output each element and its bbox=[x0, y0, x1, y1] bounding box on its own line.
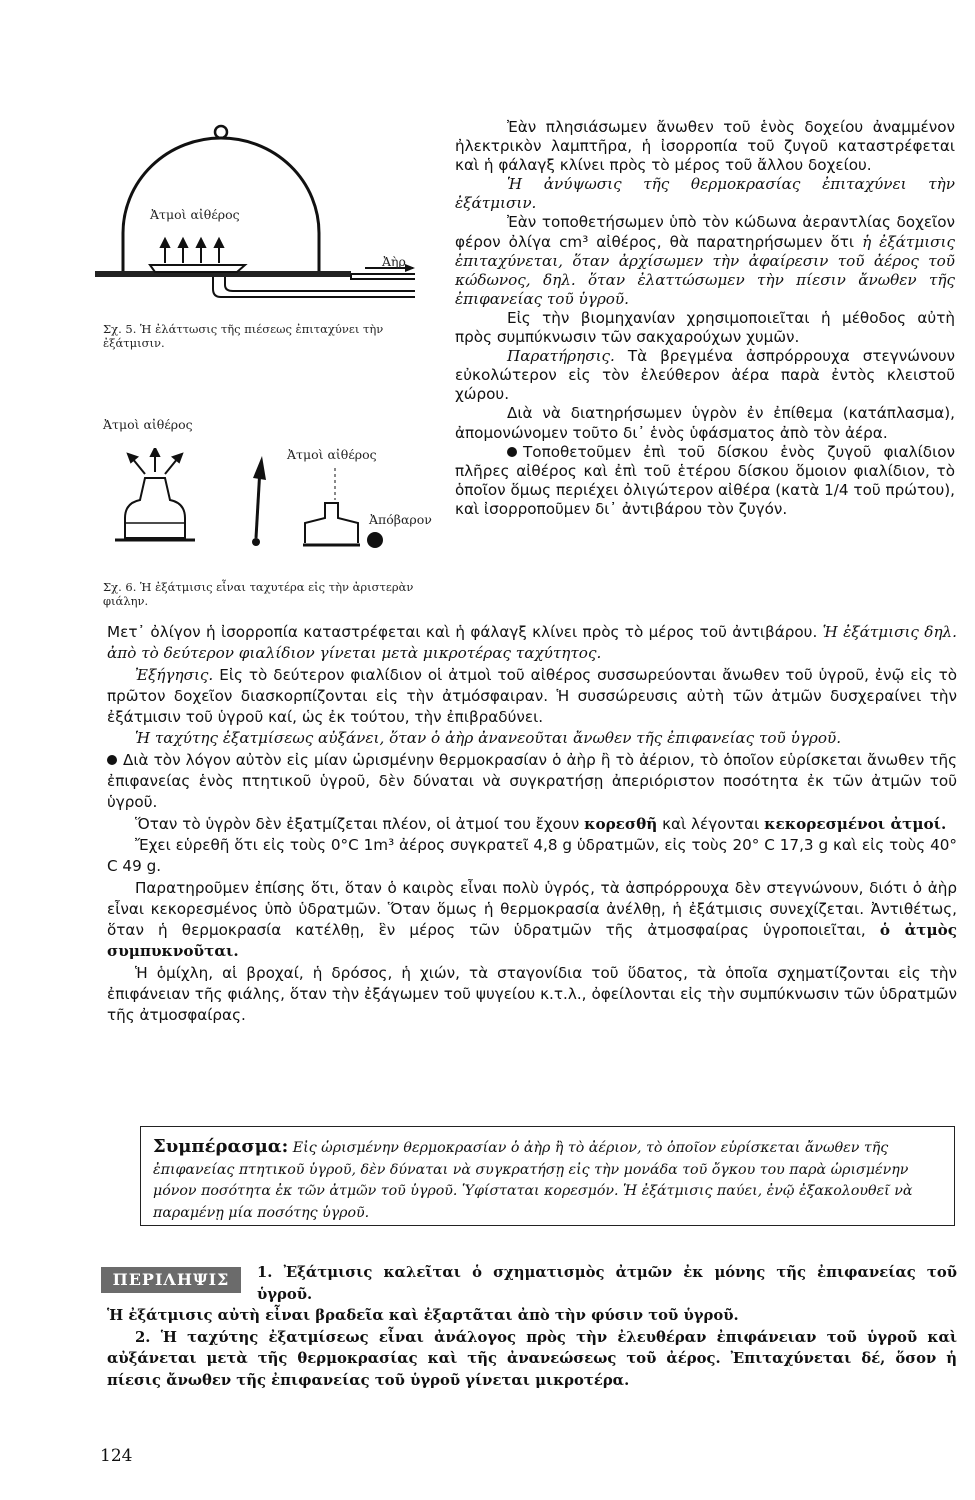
principle-statement: Ἡ ταχύτης ἐξατμίσεως αὐξάνει, ὅταν ὁ ἀὴρ ἀνανεοῦται ἄνωθεν τῆς ἐπιφανείας τοῦ ὑγροῦ. bbox=[135, 729, 842, 748]
paragraph: Μετ᾽ ὀλίγον ἡ ἰσορροπία καταστρέφεται καὶ ἡ φάλαγξ κλίνει πρὸς τὸ μέρος τοῦ ἀντιβάρου. Ἡ ἐξάτμισις δηλ. ἀπὸ τὸ δεύτερον φιαλίδιον γίνεται μετὰ μικροτέρας ταχύτητος. bbox=[107, 623, 957, 663]
paragraph: Ἐὰν τοποθετήσωμεν ὑπὸ τὸν κώδωνα ἀεραντλίας δοχεῖον φέρον ὀλίγα cm³ αἰθέρος, θὰ παρατηρήσωμεν ὅτι ἡ ἐξάτμισις ἐπιταχύνεται, ὅταν ἀρχίσωμεν τὴν ἀφαίρεσιν τοῦ ἀέρος τοῦ κώδωνος, δηλ. ὅταν ἐλαττώσωμεν τὴν πίεσιν ἄνωθεν τῆς ἐπιφανείας τοῦ ὑγροῦ. bbox=[455, 213, 955, 308]
summary-item: 2. Ἡ ταχύτης ἐξατμίσεως εἶναι ἀνάλογος πρὸς τὴν ἐλευθέραν ἐπιφάνειαν τοῦ ὑγροῦ καὶ αὐξάνεται μετὰ τῆς θερμοκρασίας καὶ τῆς ἀνανεώσεως τοῦ ἀέρος. Ἐπιταχύνεται δέ, ὅσον ἡ πίεσις ἄνωθεν τῆς ἐπιφανείας τοῦ ὑγροῦ γίνεται μικροτέρα. bbox=[107, 1328, 957, 1389]
paragraph: Εἰς τὴν βιομηχανίαν χρησιμοποιεῖται ἡ μέθοδος αὐτὴ πρὸς συμπύκνωσιν τῶν σακχαρούχων χυμῶν. bbox=[455, 308, 955, 347]
figure-6-weight-label: Ἀπόβαρον bbox=[369, 512, 432, 527]
summary bbox=[107, 1262, 957, 1391]
explanation: Ἐξήγησις. Εἰς τὸ δεύτερον φιαλίδιον οἱ ἀτμοὶ τοῦ αἰθέρος συσσωρεύονται ἄνωθεν τοῦ ὑγροῦ, ἐνῷ εἰς τὸ πρῶτον δοχεῖον διασκορπίζονται εἰς τὴν ἀτμόσφαιραν. Ἡ συσσώρευσις αὐτὴ τῶν ἀτμῶν δυσχεραίνει τὴν ἐξάτμισιν τοῦ ὑγροῦ καί, ὡς ἐκ τούτου, τὴν ἐπιβραδύνει. bbox=[107, 665, 957, 727]
paragraph: Παρατηροῦμεν ἐπίσης ὅτι, ὅταν ὁ καιρὸς εἶναι πολὺ ὑγρός, τὰ ἀσπρόρρουχα δὲν στεγνώνουν, διότι ὁ ἀὴρ εἶναι κεκορεσμένος ὑπὸ ὑδρατμῶν. Ὅταν ὅμως ἡ θερμοκρασία ἀνέλθῃ, ἡ ἐξάτμισις συνεχίζεται. Ἀντιθέτως, ὅταν ἡ θερμοκρασία κατέλθῃ, ἓν μέρος τῶν ὑδρατμῶν τῆς ἀτμοσφαίρας ὑγροποιεῖται, ὁ ἀτμὸς συμπυκνοῦται. bbox=[107, 878, 957, 961]
summary-badge: ΠΕΡΙΛΗΨΙΣ bbox=[101, 1267, 241, 1293]
paragraph: Ἔχει εὑρεθῆ ὅτι εἰς τοὺς 0°C 1m³ ἀέρος συγκρατεῖ 4,8 g ὑδρατμῶν, εἰς τοὺς 20° C 17,3 g καὶ εἰς τοὺς 40° C 49 g. bbox=[107, 835, 957, 876]
figure-6-vapor-label-right: Ἀτμοὶ αἰθέρος bbox=[287, 447, 377, 462]
right-column bbox=[455, 118, 955, 519]
figure-5-air-label: Ἀὴρ bbox=[382, 254, 406, 269]
figure-6-caption: Σχ. 6. Ἡ ἐξάτμισις εἶναι ταχυτέρα εἰς τὴν ἀριστερὰν φιάλην. bbox=[103, 580, 414, 608]
conclusion-box bbox=[140, 1126, 955, 1226]
observation: Παρατήρησις. Τὰ βρεγμένα ἀσπρόρρουχα στεγνώνουν εὐκολώτερον εἰς τὸν ἐλεύθερον ἀέρα παρὰ ἐντὸς κλειστοῦ χώρου. bbox=[455, 347, 955, 404]
conclusion-title: Συμπέρασμα: bbox=[153, 1136, 289, 1157]
principle-statement: Ἡ ἀνύψωσις τῆς θερμοκρασίας ἐπιταχύνει τὴν ἐξάτμισιν. bbox=[455, 175, 955, 213]
paragraph: Ἡ ὁμίχλη, αἱ βροχαί, ἡ δρόσος, ἡ χιών, τὰ σταγονίδια τοῦ ὕδατος, τὰ ὁποῖα σχηματίζονται εἰς τὴν ἐπιφάνειαν τῆς φιάλης, ὅταν τὴν ἐξάγωμεν τοῦ ψυγείου κ.τ.λ., ὀφείλονται εἰς τὴν συμπύκνωσιν τῶν ὑδρατμῶν τῆς ἀτμοσφαίρας. bbox=[107, 963, 957, 1025]
paragraph: Διὰ νὰ διατηρήσωμεν ὑγρὸν ἐν ἐπίθεμα (κατάπλασμα), ἀπομονώνομεν τοῦτο δι᾽ ἑνὸς ὑφάσματος ἀπὸ τὸν ἀέρα. bbox=[455, 404, 955, 442]
figure-5-caption: Σχ. 5. Ἡ ἐλάττωσις τῆς πιέσεως ἐπιταχύνει τὴν ἐξάτμισιν. bbox=[103, 322, 384, 350]
paragraph: Ὅταν τὸ ὑγρὸν δὲν ἐξατμίζεται πλέον, οἱ ἀτμοί του ἔχουν κορεσθῆ καὶ λέγονται κεκορεσμένοι ἀτμοί. bbox=[135, 814, 947, 833]
page-number: 124 bbox=[100, 1446, 133, 1466]
body-text bbox=[107, 622, 957, 1027]
paragraph: Διὰ τὸν λόγον αὐτὸν εἰς μίαν ὡρισμένην θερμοκρασίαν ὁ ἀὴρ ἢ τὸ ἀέριον, τὸ ὁποῖον εὑρίσκεται ἄνωθεν τῆς ἐπιφανείας ἑνὸς πτητικοῦ ὑγροῦ, δὲν δύναται νὰ συγκρατήσῃ ἀπεριόριστον ποσότητα ἐκ τῶν ἀτμῶν τοῦ ὑγροῦ. bbox=[107, 750, 957, 812]
experiment-paragraph: Τοποθετοῦμεν ἐπὶ τοῦ δίσκου ἑνὸς ζυγοῦ φιαλίδιον πλῆρες αἰθέρος καὶ ἐπὶ τοῦ ἑτέρου δίσκου ὅμοιον φιαλίδιον, τὸ ὁποῖον ὅμως περιέχει ὀλιγώτερον αἰθέρα (κατὰ 1/4 τοῦ πρώτου), καὶ ἰσορροποῦμεν δι᾽ ἀντιβάρου τὸν ζυγόν. bbox=[455, 442, 955, 518]
figure-5-bell-jar bbox=[95, 115, 450, 315]
paragraph: Ἐὰν πλησιάσωμεν ἄνωθεν τοῦ ἑνὸς δοχείου ἀναμμένον ἠλεκτρικὸν λαμπτῆρα, ἡ ἰσορροπία τοῦ ζυγοῦ καταστρέφεται καὶ ἡ φάλαγξ κλίνει πρὸς τὸ μέρος τοῦ ἄλλου δοχείου. bbox=[455, 118, 955, 175]
bullet-icon bbox=[107, 755, 117, 765]
conclusion-text: Εἰς ὡρισμένην θερμοκρασίαν ὁ ἀὴρ ἢ τὸ ἀέριον, τὸ ὁποῖον εὑρίσκεται ἄνωθεν τῆς ἐπιφανείας πτητικοῦ ὑγροῦ, δὲν δύναται νὰ συγκρατήσῃ εἰς τὴν μονάδα τοῦ ὄγκου του παρὰ ὡρισμένην μόνον ποσότητα ἐκ τῶν ἀτμῶν τοῦ ὑγροῦ. Ὑφίσταται κορεσμόν. Ἡ ἐξάτμισις παύει, ἐνῷ ἐξακολουθεῖ νὰ παραμένῃ μία ποσότης ὑγροῦ. bbox=[153, 1140, 913, 1221]
bullet-icon bbox=[507, 447, 517, 457]
summary-item: 1. Ἐξάτμισις καλεῖται ὁ σχηματισμὸς ἀτμῶν ἐκ μόνης τῆς ἐπιφανείας τοῦ ὑγροῦ. bbox=[257, 1264, 957, 1303]
figure-5-vapor-label: Ἀτμοὶ αἰθέρος bbox=[150, 207, 240, 222]
figure-6-balance bbox=[110, 448, 410, 558]
summary-item: Ἡ ἐξάτμισις αὐτὴ εἶναι βραδεῖα καὶ ἐξαρτᾶται ἀπὸ τὴν φύσιν τοῦ ὑγροῦ. bbox=[107, 1307, 739, 1324]
figure-6-vapor-label-left: Ἀτμοὶ αἰθέρος bbox=[103, 417, 193, 432]
